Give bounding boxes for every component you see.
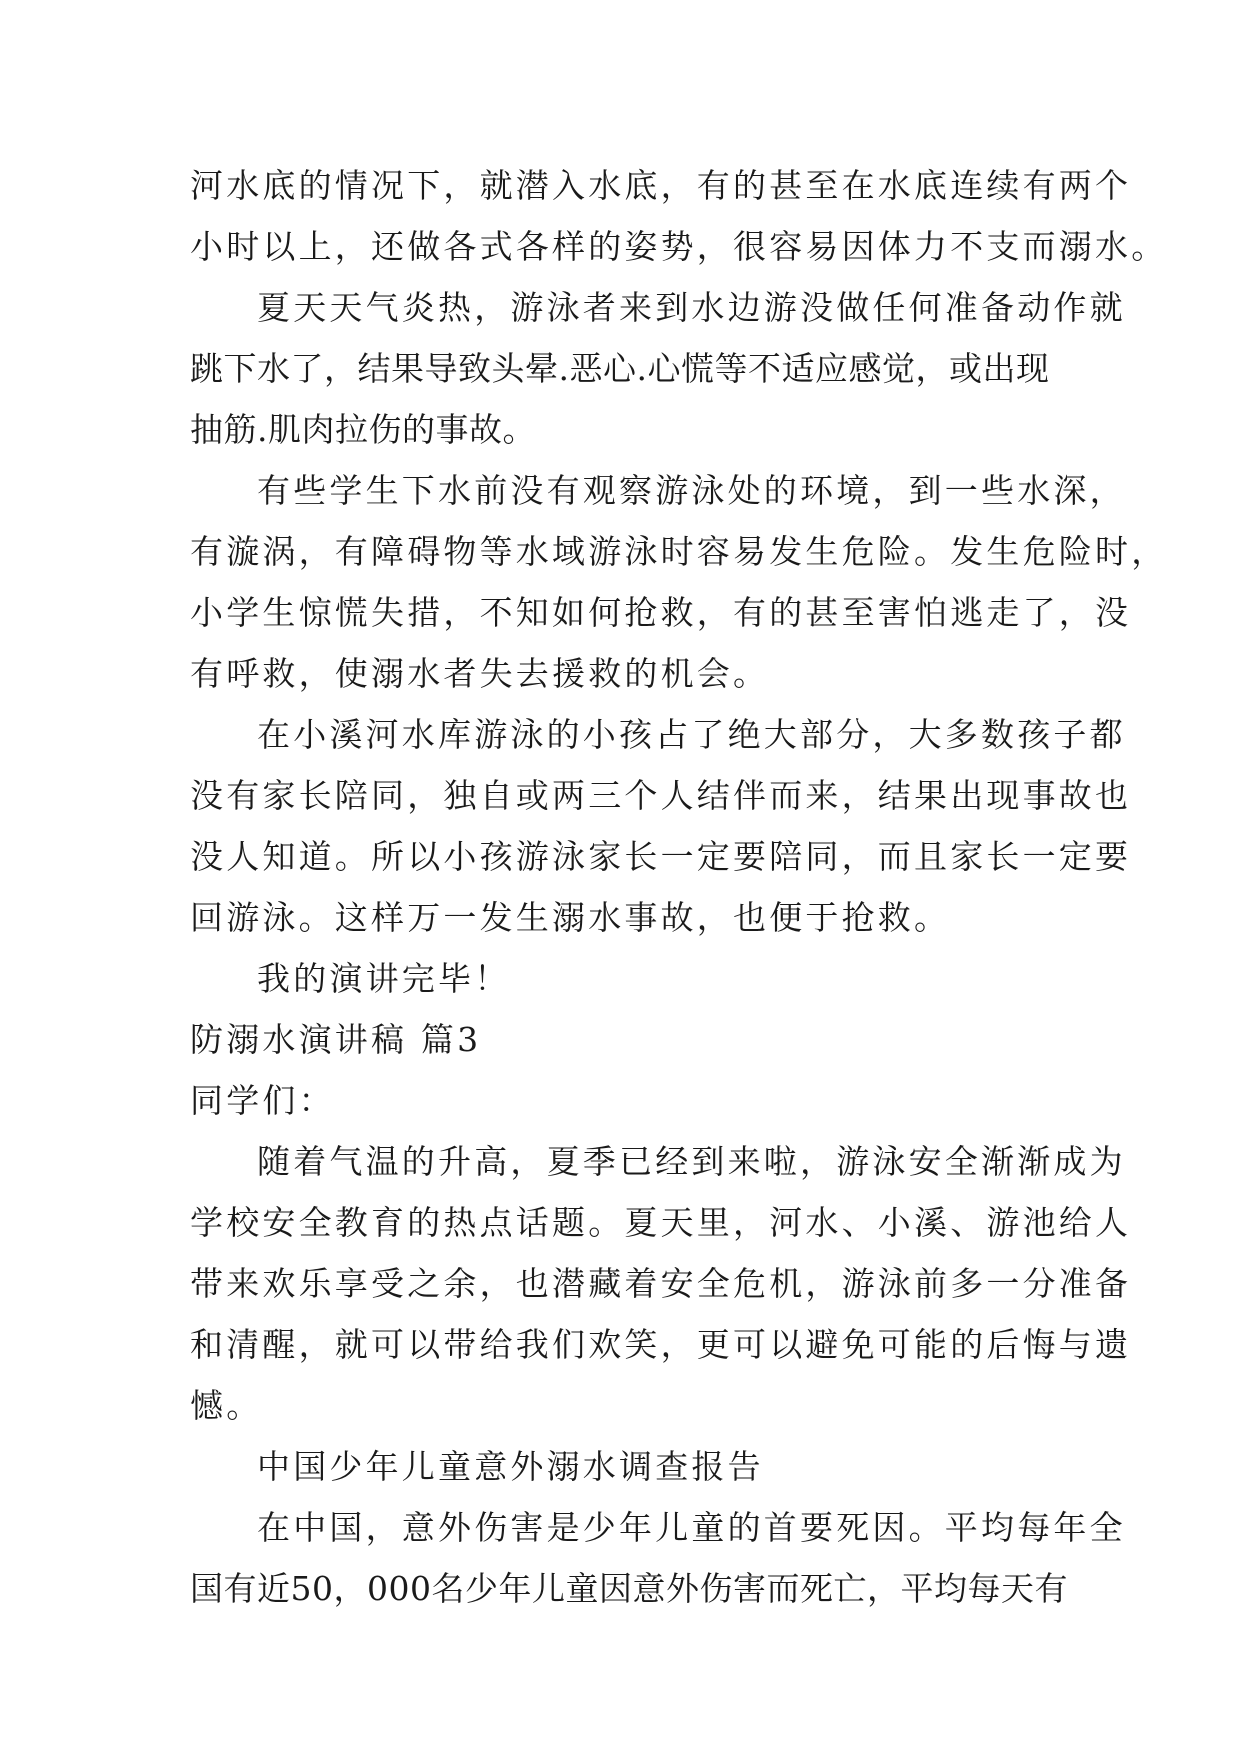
text-line: 有漩涡，有障碍物等水域游泳时容易发生危险。发生危险时， xyxy=(190,532,1168,571)
text-line: 河水底的情况下，就潜入水底，有的甚至在水底连续有两个 xyxy=(190,166,1132,205)
text-line: 没有家长陪同，独自或两三个人结伴而来，结果出现事故也 xyxy=(190,776,1132,815)
text-line: 和清醒，就可以带给我们欢笑，更可以避免可能的后悔与遗 xyxy=(190,1325,1132,1364)
document-body xyxy=(190,155,1168,1619)
subheading: 中国少年儿童意外溺水调查报告 xyxy=(257,1447,764,1486)
salutation: 同学们： xyxy=(190,1081,335,1120)
text-line: 抽筋.肌肉拉伤的事故。 xyxy=(190,410,536,449)
section-heading: 防溺水演讲稿 篇3 xyxy=(190,1020,482,1059)
text-line: 国有近50，000名少年儿童因意外伤害而死亡，平均每天有 xyxy=(190,1569,1068,1608)
text-line: 跳下水了，结果导致头晕.恶心.心慌等不适应感觉，或出现 xyxy=(190,349,1050,388)
text-line: 没人知道。所以小孩游泳家长一定要陪同，而且家长一定要 xyxy=(190,837,1132,876)
text-line: 小学生惊慌失措，不知如何抢救，有的甚至害怕逃走了，没 xyxy=(190,593,1132,632)
paragraph-start-line: 在中国，意外伤害是少年儿童的首要死因。平均每年全 xyxy=(257,1508,1126,1547)
text-line: 憾。 xyxy=(190,1386,263,1425)
text-line: 回游泳。这样万一发生溺水事故，也便于抢救。 xyxy=(190,898,951,937)
paragraph-start-line: 随着气温的升高，夏季已经到来啦，游泳安全渐渐成为 xyxy=(257,1142,1126,1181)
text-line: 学校安全教育的热点话题。夏天里，河水、小溪、游池给人 xyxy=(190,1203,1132,1242)
paragraph-start-line: 夏天天气炎热，游泳者来到水边游没做任何准备动作就 xyxy=(257,288,1126,327)
text-line: 有呼救，使溺水者失去援救的机会。 xyxy=(190,654,770,693)
text-line: 小时以上，还做各式各样的姿势，很容易因体力不支而溺水。 xyxy=(190,227,1168,266)
closing-line: 我的演讲完毕！ xyxy=(257,959,511,998)
text-line: 带来欢乐享受之余，也潜藏着安全危机，游泳前多一分准备 xyxy=(190,1264,1132,1303)
paragraph-start-line: 有些学生下水前没有观察游泳处的环境，到一些水深， xyxy=(257,471,1126,510)
paragraph-start-line: 在小溪河水库游泳的小孩占了绝大部分，大多数孩子都 xyxy=(257,715,1126,754)
